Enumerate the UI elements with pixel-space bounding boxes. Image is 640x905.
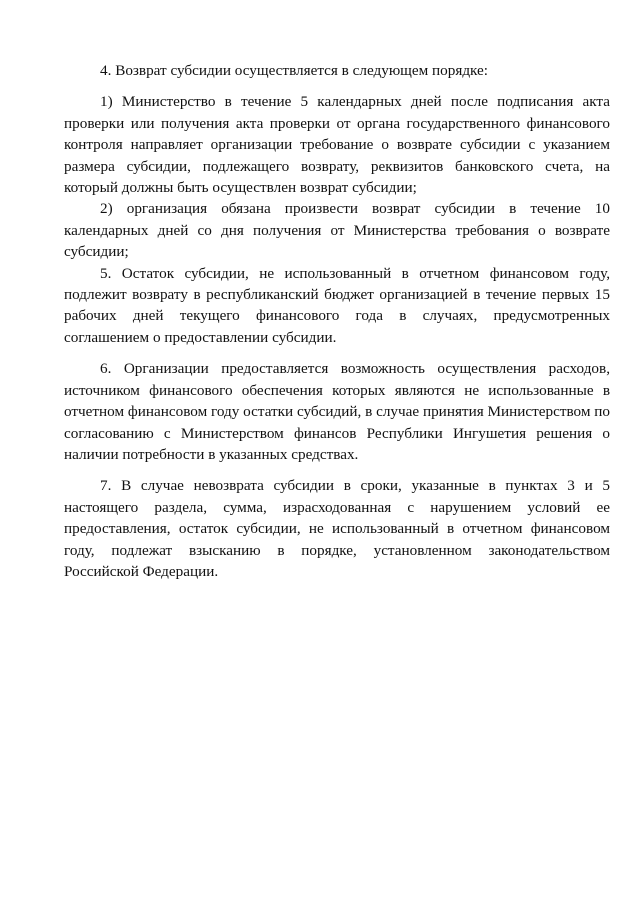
document-body: [64, 60, 610, 582]
paragraph-4-heading: 4. Возврат субсидии осуществляется в следующем порядке:: [100, 62, 489, 79]
paragraph-4-item-2: 2) организация обязана произвести возврат субсидии в течение 10 календарных дней со дня получения от Министерства требования о возврате субсидии;: [64, 200, 610, 261]
paragraph-5: 5. Остаток субсидии, не использованный в отчетном финансовом году, подлежит возврату в республиканский бюджет организацией в течение первых 15 рабочих дней текущего финансового года в случаях, предусмотренных соглашением о предоставлении субсидии.: [64, 264, 610, 346]
paragraph-7: 7. В случае невозврата субсидии в сроки, указанные в пунктах 3 и 5 настоящего раздела, сумма, израсходованная с нарушением условий ее предоставления, остаток субсидии, не использованный в отчетном финансовом году, подлежат взысканию в порядке, установленном законодательством Российской Федерации.: [64, 477, 610, 580]
paragraph-6: 6. Организации предоставляется возможность осуществления расходов, источником финансового обеспечения которых являются не использованные в отчетном финансовом году остатки субсидий, в случае принятия Министерством по согласованию с Министерством финансов Республики Ингушетия решения о наличии потребности в указанных средствах.: [64, 360, 610, 463]
paragraph-4-item-1: 1) Министерство в течение 5 календарных дней после подписания акта проверки или получения акта проверки от органа государственного финансового контроля направляет организации требование о возврате субсидии с указанием размера субсидии, подлежащего возврату, реквизитов банковского счета, на который должны быть осуществлен возврат субсидии;: [64, 93, 610, 197]
